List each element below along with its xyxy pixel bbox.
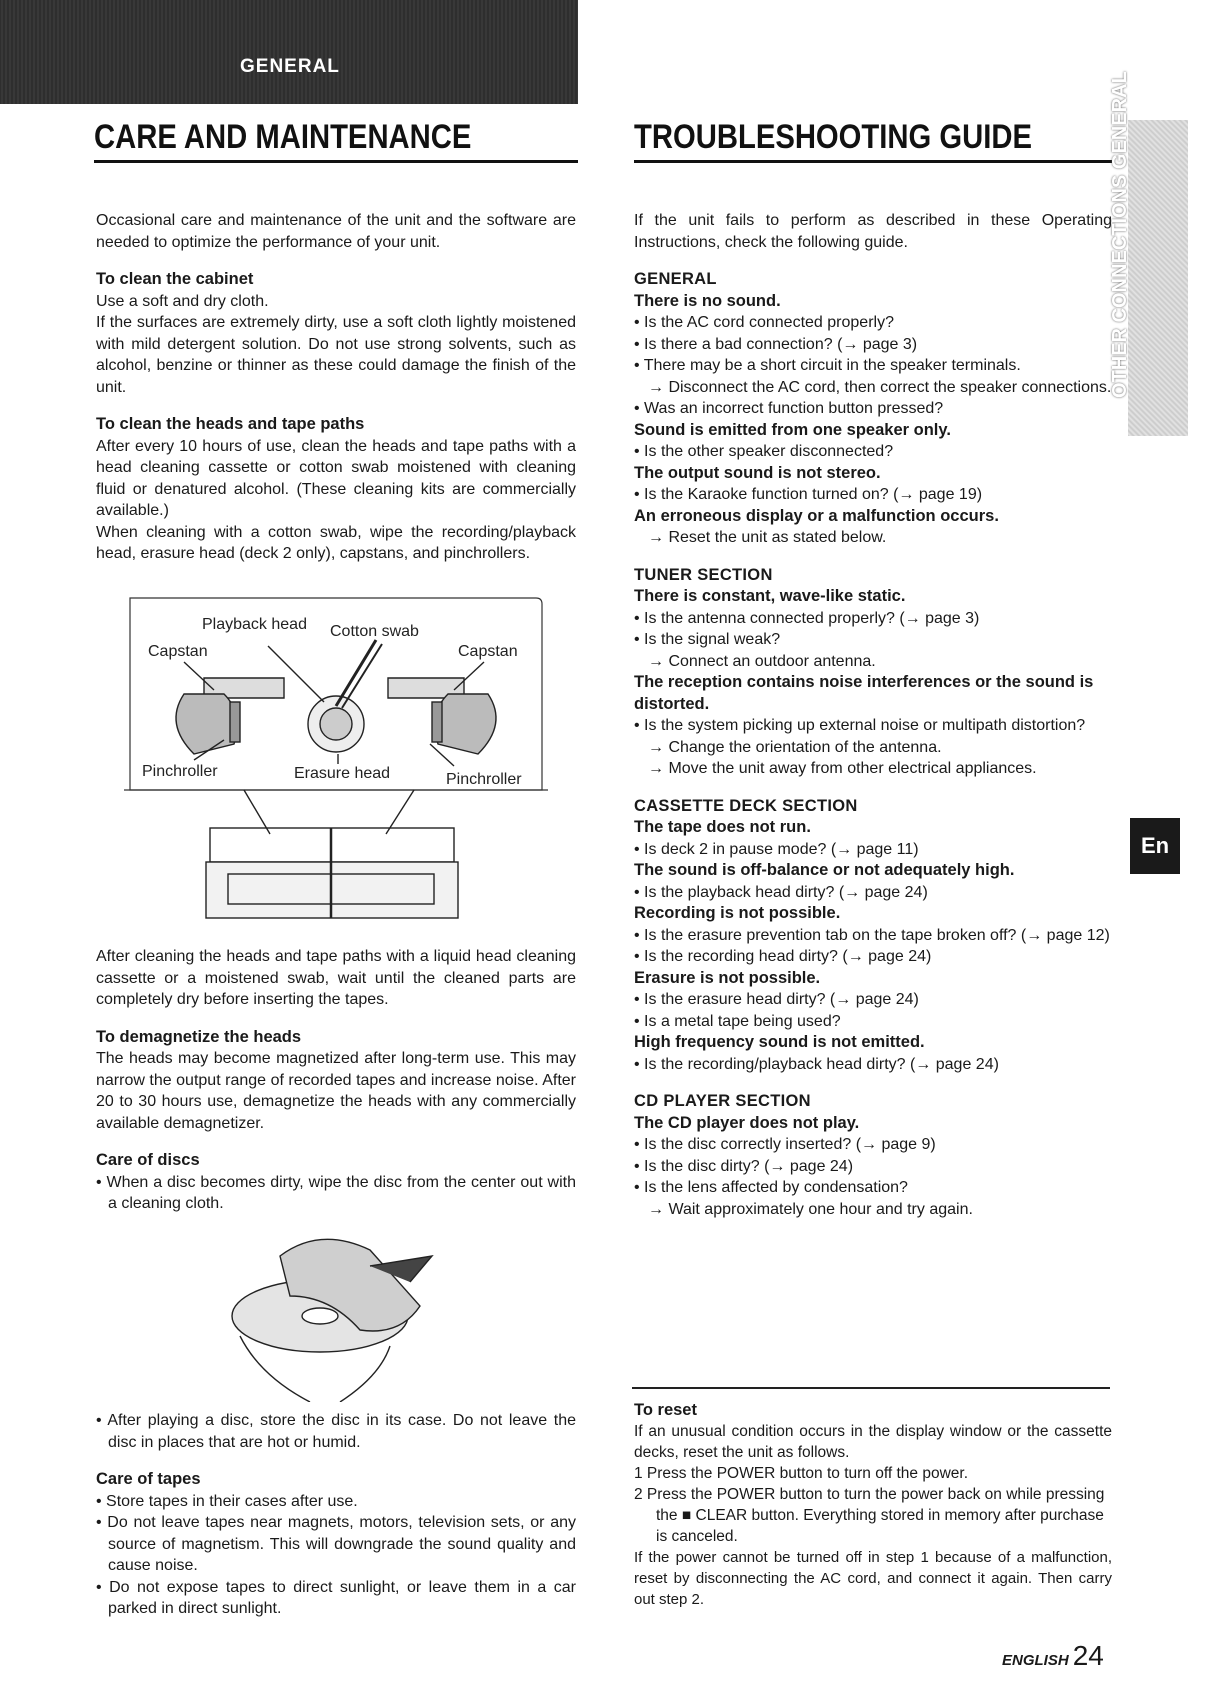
page-footer [1002,1640,1104,1672]
reset-heading: To reset [634,1401,697,1419]
reset-divider [632,1387,1110,1389]
label-playback-head: Playback head [202,616,307,633]
cd-q1-b2: • Is the disc dirty? (→ page 24) [634,1157,854,1175]
tuner-q2-b1: • Is the system picking up external noise or multipath distortion? [634,717,1086,734]
care-maintenance-title: CARE AND MAINTENANCE [94,118,472,156]
cassette-q3-b2: • Is the recording head dirty? (→ page 24) [634,948,932,965]
tapes-b1: • Store tapes in their cases after use. [96,1492,358,1510]
label-pinchroller-right: Pinchroller [446,771,522,788]
discs-heading: Care of discs [96,1151,200,1169]
right-title-rule [634,160,1112,163]
troubleshooting-intro: If the unit fails to perform as described in these Operating Instructions, check the following guide. [634,212,1112,251]
reset-p1: If an unusual condition occurs in the display window or the cassette decks, reset the unit as follows. [634,1423,1112,1461]
tuner-q1-b2: • Is the signal weak? [634,631,781,648]
side-tab-text: OTHER CONNECTIONS GENERAL [1109,71,1131,398]
general-q1-b1: • Is the AC cord connected properly? [634,314,894,331]
general-q2-b1: • Is the other speaker disconnected? [634,443,894,460]
cassette-unit-drawing [206,790,458,918]
disc-cleaning-figure [220,1226,440,1402]
demag-heading: To demagnetize the heads [96,1027,302,1046]
label-pinchroller-left: Pinchroller [142,763,218,780]
reset-step-1: 1 Press the POWER button to turn off the power. [634,1465,968,1482]
label-capstan-right: Capstan [458,643,518,660]
cd-section-heading: CD PLAYER SECTION [634,1092,811,1110]
left-title-rule [94,160,578,163]
label-erasure-head: Erasure head [294,765,391,782]
side-section-tab [1109,71,1188,436]
cassette-q1: The tape does not run. [634,818,811,836]
cd-q1-a1: → Wait approximately one hour and try again. [648,1200,973,1218]
tuner-q1-b1: • Is the antenna connected properly? (→ page 3) [634,609,980,627]
cassette-q3-b1: • Is the erasure prevention tab on the tape broken off? (→ page 12) [634,926,1110,944]
footer-language: ENGLISH [1002,1652,1069,1669]
left-column-middle [96,946,576,1215]
cassette-q3: Recording is not possible. [634,904,841,922]
tuner-section-heading: TUNER SECTION [634,565,773,584]
cd-q1-b3: • Is the lens affected by condensation? [634,1179,908,1196]
label-capstan-left: Capstan [148,643,208,660]
mechanism-drawing [176,640,496,766]
section-label: GENERAL [240,56,340,77]
cassette-q1-b1: • Is deck 2 in pause mode? (→ page 11) [634,840,919,858]
cabinet-heading: To clean the cabinet [96,270,254,288]
discs-b2: • After playing a disc, store the disc in its case. Do not leave the disc in places that are hot or humid. [96,1412,576,1451]
heads-heading: To clean the heads and tape paths [96,415,365,433]
troubleshooting-title: TROUBLESHOOTING GUIDE [634,118,1033,156]
cassette-q5: High frequency sound is not emitted. [634,1033,925,1051]
cassette-q4: Erasure is not possible. [634,968,821,987]
cassette-q5-b1: • Is the recording/playback head dirty? (→ page 24) [634,1055,999,1073]
tapes-heading: Care of tapes [96,1470,201,1488]
demag-p1: The heads may become magnetized after long-term use. This may narrow the output range of recorded tapes and increase noise. After 20 to 30 hours use, demagnetize the heads with any commercially available demagnetizer. [96,1050,576,1132]
care-intro: Occasional care and maintenance of the unit and the software are needed to optimize the performance of your unit. [96,212,576,251]
general-q2: Sound is emitted from one speaker only. [634,420,951,439]
tuner-q2-a1: → Change the orientation of the antenna. [648,738,942,756]
general-q1-b4: • Was an incorrect function button pressed? [634,400,944,417]
heads-p2: When cleaning with a cotton swab, wipe the recording/playback head, erasure head (deck 2 only), capstans, and pinchrollers. [96,523,576,562]
cassette-q2-b1: • Is the playback head dirty? (→ page 24) [634,883,928,901]
cabinet-p1: Use a soft and dry cloth. [96,292,269,310]
general-section-heading: GENERAL [634,270,717,288]
reset-p2: If the power cannot be turned off in step 1 because of a malfunction, reset by disconnecting the AC cord, and connect it again. Then carry out step 2. [634,1549,1112,1608]
cassette-q4-b1: • Is the erasure head dirty? (→ page 24) [634,991,919,1008]
after-cleaning-text: After cleaning the heads and tape paths with a liquid head cleaning cassette or a moistened swab, wait until the cleaned parts are completely dry before inserting the tapes. [96,948,576,1008]
left-column-top [96,210,576,565]
general-q3: The output sound is not stereo. [634,463,881,482]
cd-q1-b1: • Is the disc correctly inserted? (→ page 9) [634,1136,936,1153]
general-q1-b3: • There may be a short circuit in the speaker terminals. [634,357,1021,374]
tuner-q2-a2: → Move the unit away from other electrical appliances. [648,760,1037,777]
cassette-section-heading: CASSETTE DECK SECTION [634,796,858,815]
left-column-bottom [96,1410,576,1620]
right-column [634,210,1112,1220]
reset-step-2: 2 Press the POWER button to turn the power back on while pressing the ■ CLEAR button. Everything stored in memory after purchase is canceled. [634,1486,1105,1545]
reset-box [634,1400,1112,1610]
tapes-b2: • Do not leave tapes near magnets, motors, television sets, or any source of magnetism. This will downgrade the sound quality and cause noise. [96,1514,576,1574]
language-tab: En [1130,818,1180,874]
tape-head-figure [124,594,548,924]
tuner-q1: There is constant, wave-like static. [634,587,906,605]
label-cotton-swab: Cotton swab [330,623,419,640]
tuner-q2: The reception contains noise interferences or the sound is distorted. [634,673,1094,713]
discs-b1: • When a disc becomes dirty, wipe the disc from the center out with a cleaning cloth. [96,1173,576,1212]
page-number: 24 [1072,1640,1104,1671]
heads-p1: After every 10 hours of use, clean the heads and tape paths with a head cleaning cassette or cotton swab moistened with cleaning fluid or denatured alcohol. (These cleaning kits are commercially available.) [96,437,576,519]
tapes-b3: • Do not expose tapes to direct sunlight, or leave them in a car parked in direct sunlight. [96,1578,576,1617]
tuner-q1-a1: → Connect an outdoor antenna. [648,652,876,670]
general-q4: An erroneous display or a malfunction occurs. [634,506,999,525]
cassette-q2: The sound is off-balance or not adequately high. [634,861,1015,879]
general-q1-b2: • Is there a bad connection? (→ page 3) [634,335,918,353]
cd-q1: The CD player does not play. [634,1113,860,1132]
cassette-q4-b2: • Is a metal tape being used? [634,1012,841,1030]
general-q4-a1: → Reset the unit as stated below. [648,529,887,546]
general-q1: There is no sound. [634,291,781,310]
cabinet-p2: If the surfaces are extremely dirty, use a soft cloth lightly moistened with mild detergent solution. Do not use strong solvents, such as alcohol, benzine or thinner as these could damage the finish of the unit. [96,314,576,396]
general-q1-a1: → Disconnect the AC cord, then correct the speaker connections. [648,378,1112,396]
general-q3-b1: • Is the Karaoke function turned on? (→ page 19) [634,486,983,503]
section-header-bar [0,0,578,104]
